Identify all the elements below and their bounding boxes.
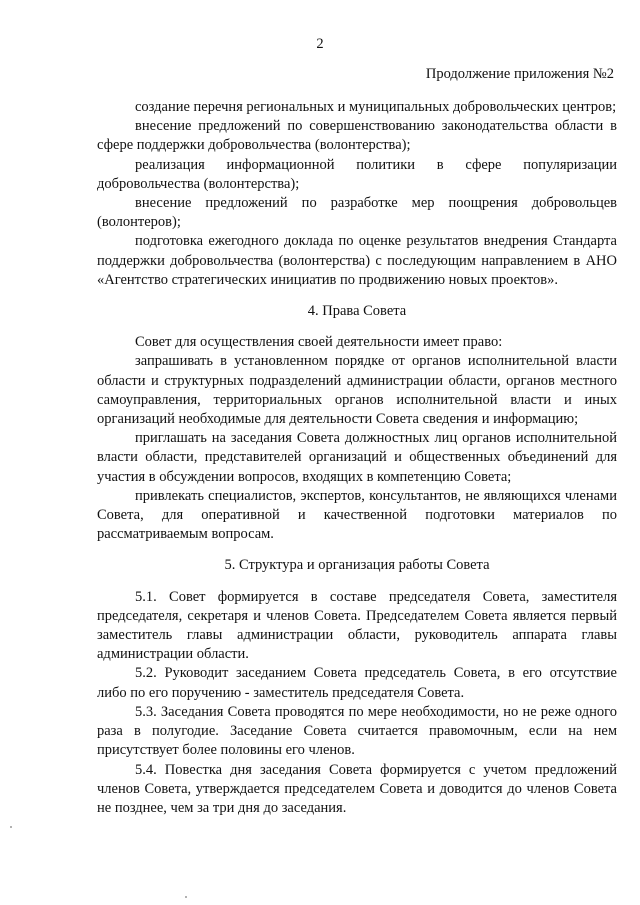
document-body	[97, 98, 617, 818]
continuation-label: Продолжение приложения №2	[425, 66, 614, 82]
page-number: 2	[316, 36, 324, 52]
paragraph: приглашать на заседания Совета должностных лиц органов исполнительной власти области, представителей организаций и общественных объединений для участия в обсуждении вопросов, входящих в компетенцию Совета;	[97, 430, 617, 485]
scan-artifact	[10, 826, 12, 828]
paragraph: запрашивать в установленном порядке от органов исполнительной власти области и структурных подразделений администрации области, органов местного самоуправления, территориальных органов исполнительной власти и иных организаций необходимые для деятельности Совета сведения и информацию;	[97, 353, 617, 428]
list-item: создание перечня региональных и муниципальных добровольческих центров;	[135, 99, 617, 115]
paragraph: Совет для осуществления своей деятельности имеет право:	[135, 334, 503, 351]
paragraph: 5.1. Совет формируется в составе председателя Совета, заместителя председателя, секретаря и членов Совета. Председателем Совета является первый заместитель главы администрации области, руководитель аппарата главы администрации области.	[97, 588, 617, 663]
paragraph: 5.4. Повестка дня заседания Совета формируется с учетом предложений членов Совета, утверждается председателем Совета и доводится до членов Совета не позднее, чем за три дня до заседания.	[97, 761, 617, 816]
paragraph: 5.2. Руководит заседанием Совета председатель Совета, в его отсутствие либо по его поручению - заместитель председателя Совета.	[97, 665, 617, 701]
paragraph: привлекать специалистов, экспертов, консультантов, не являющихся членами Совета, для оперативной и качественной подготовки материалов по рассматриваемым вопросам.	[97, 487, 617, 543]
scan-artifact	[185, 896, 187, 898]
section-heading-rights: 4. Права Совета	[307, 303, 407, 320]
section-heading-structure: 5. Структура и организация работы Совета	[224, 557, 490, 574]
paragraph: 5.3. Заседания Совета проводятся по мере необходимости, но не реже одного раза в полугодие. Заседание Совета считается правомочным, если на нем присутствует более половины его членов.	[97, 703, 617, 759]
list-item: внесение предложений по разработке мер поощрения добровольцев (волонтеров);	[97, 195, 617, 231]
list-item: подготовка ежегодного доклада по оценке результатов внедрения Стандарта поддержки добровольчества (волонтерства) с последующим направлением в АНО «Агентство стратегических инициатив по продвижению новых проектов».	[97, 233, 617, 288]
list-item: внесение предложений по совершенствованию законодательства области в сфере поддержки добровольчества (волонтерства);	[97, 118, 617, 154]
list-item: реализация информационной политики в сфере популяризации добровольчества (волонтерства);	[97, 156, 617, 192]
